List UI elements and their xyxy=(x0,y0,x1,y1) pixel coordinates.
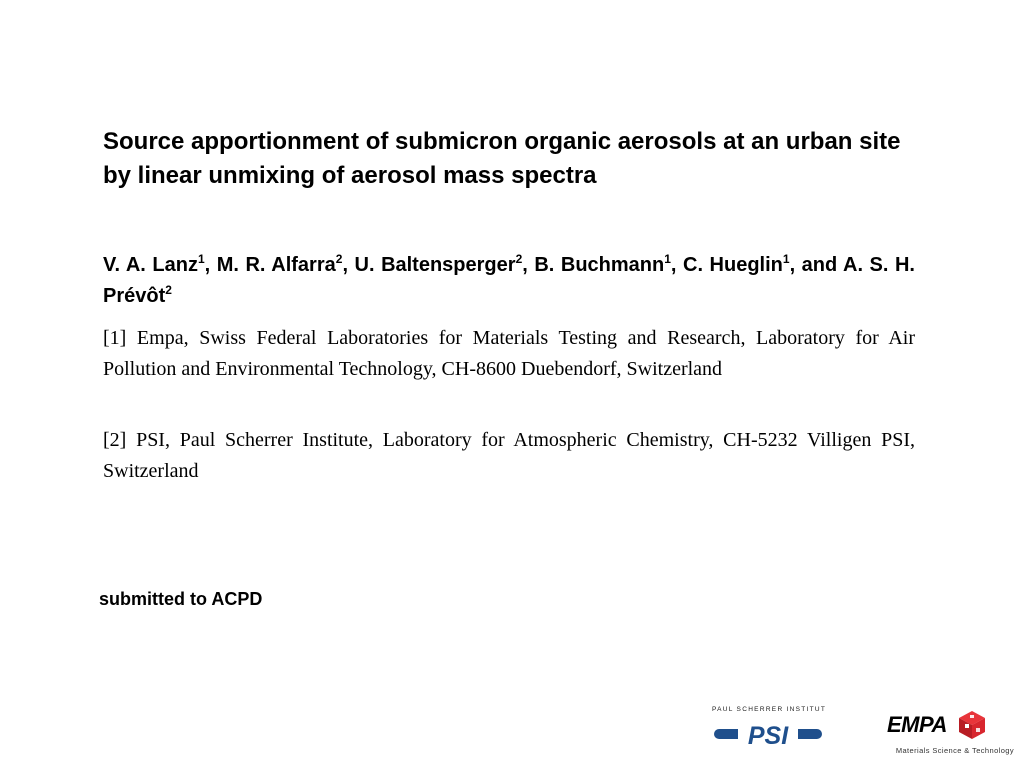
author-affiliation-marker: 1 xyxy=(664,252,671,266)
author-name: A. S. H. Prévôt xyxy=(103,254,915,307)
author-name: C. Hueglin xyxy=(683,254,783,276)
psi-logo-text: PSI xyxy=(747,722,789,750)
psi-logo-caption: PAUL SCHERRER INSTITUT xyxy=(712,706,827,713)
empa-tagline: Materials Science & Technology xyxy=(895,746,1014,755)
submission-note: submitted to ACPD xyxy=(99,589,263,609)
empa-cube-icon xyxy=(957,710,987,740)
author-separator: , xyxy=(204,254,217,276)
empa-logo-text: EMPA xyxy=(887,712,947,737)
author-name: V. A. Lanz xyxy=(103,254,198,276)
author-separator: , xyxy=(522,254,535,276)
author-separator: , xyxy=(670,254,683,276)
author-affiliation-marker: 2 xyxy=(335,252,343,266)
author-separator: , and xyxy=(789,254,843,276)
author-affiliation-marker: 1 xyxy=(197,252,205,266)
author-list xyxy=(103,250,915,312)
affiliation-1: [1] Empa, Swiss Federal Laboratories for Materials Testing and Research, Laboratory for Air Pollution and Environmental Technology, CH-8600 Duebendorf, Switzerland xyxy=(103,327,915,380)
empa-logo xyxy=(887,710,987,740)
psi-logo xyxy=(712,706,827,750)
psi-logo-mark xyxy=(712,718,824,750)
author-affiliation-marker: 1 xyxy=(782,252,790,266)
author-separator: , xyxy=(342,254,355,276)
paper-title: Source apportionment of submicron organic aerosols at an urban site by linear unmixing of aerosol mass spectra xyxy=(103,128,901,189)
author-affiliation-marker: 2 xyxy=(515,252,523,266)
author-name: B. Buchmann xyxy=(534,254,665,276)
author-name: U. Baltensperger xyxy=(354,254,516,276)
affiliation-2: [2] PSI, Paul Scherrer Institute, Laboratory for Atmospheric Chemistry, CH-5232 Villigen PSI, Switzerland xyxy=(103,429,915,482)
author-affiliation-marker: 2 xyxy=(165,283,172,297)
author-name: M. R. Alfarra xyxy=(216,254,336,276)
